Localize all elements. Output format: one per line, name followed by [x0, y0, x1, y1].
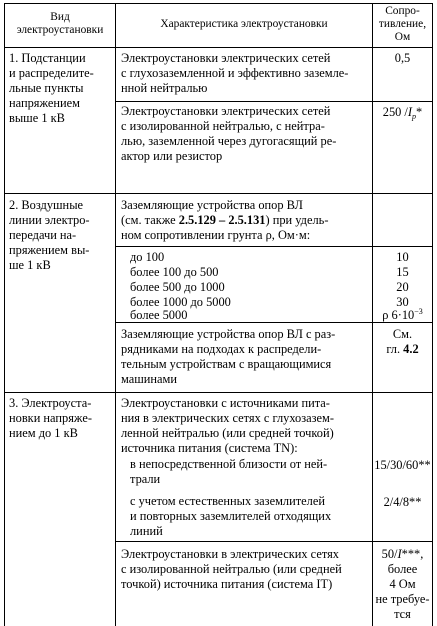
- header-bottom-border: [4, 47, 432, 48]
- section1-row1-value: 0,5: [394, 51, 411, 65]
- section3-intro: Электроустановки с источниками пита- ния в электрических сетях с глухозазем- ленной нейтралью (или средней точкой) источника питания (система TN):: [121, 396, 335, 455]
- range-value-2: 20: [396, 280, 409, 294]
- section1-row1-desc: Электроустановки электрических сетей с глухозаземленной и эффективно заземле- нной нейтралью: [121, 51, 349, 95]
- range-value-1: 15: [396, 265, 409, 279]
- section1-bottom-border: [4, 193, 432, 194]
- section2-intro: Заземляющие устройства опор ВЛ (см. также 2.5.129 – 2.5.131) при удель- ном сопротивлении грунта ρ, Ом·м:: [121, 198, 329, 242]
- section3-near-desc: в непосредственной близости от ней- трали: [130, 457, 328, 486]
- section3-natural-value: 2/4/8**: [383, 495, 422, 509]
- table-left-border: [4, 3, 5, 626]
- section2-bottom-border: [4, 392, 432, 393]
- header-type: Вид электроустановки: [16, 11, 104, 36]
- section1-row2-desc: Электроустановки электрических сетей с изолированной нейтралью, с нейтра- лью, заземленной через дугогасящий ре- актор или резистор: [121, 104, 337, 163]
- section1-type: 1. Подстанции и распределите- льные пункты напряжением выше 1 кВ: [9, 51, 94, 125]
- section1-row2-value: 250 $/I_p*$: [382, 105, 423, 122]
- header-resistance: Сопро- тивление, Ом: [378, 5, 427, 43]
- table-top-border: [4, 3, 432, 4]
- section2-arrester-desc: Заземляющие устройства опор ВЛ с раз- рядниками на подходах к распредели- тельным устройствам с вращающимися машинами: [121, 327, 336, 386]
- section3-it-desc: Электроустановки в электрических сетях с изолированной нейтралью (или средней точкой) источника питания (система IT): [121, 547, 342, 591]
- section3-near-value: 15/30/60**: [374, 458, 431, 472]
- range-label-3: более 1000 до 5000: [130, 295, 231, 309]
- range-label-4: более 5000: [130, 308, 188, 322]
- range-label-2: более 500 до 1000: [130, 280, 225, 294]
- header-characteristic: Характеристика электроустановки: [160, 18, 328, 30]
- section3-natural-desc: с учетом естественных заземлителей и повторных заземлителей отходящих линий: [130, 494, 332, 538]
- range-label-0: до 100: [130, 250, 165, 264]
- section1-row-divider: [115, 101, 432, 102]
- range-value-3: 30: [396, 295, 409, 309]
- section3-it-divider: [115, 541, 432, 542]
- range-label-1: более 100 до 500: [130, 265, 219, 279]
- section3-it-value: 50/I***, более 4 Ом не требуе- тся: [375, 547, 430, 621]
- range-value-4: ρ $6\cdot 10^{-3}$: [382, 306, 423, 322]
- section2-range-top: [115, 246, 432, 247]
- section3-type: 3. Электроуста- новки напряже- нием до 1 кВ: [9, 396, 92, 440]
- column-divider-1: [115, 3, 116, 626]
- section2-arrester-value: См. гл. 4.2: [386, 327, 419, 356]
- section2-type: 2. Воздушные линии электро- передачи на- пряжением вы- ше 1 кВ: [9, 198, 90, 272]
- range-value-0: 10: [396, 250, 409, 264]
- table-right-border: [432, 3, 433, 626]
